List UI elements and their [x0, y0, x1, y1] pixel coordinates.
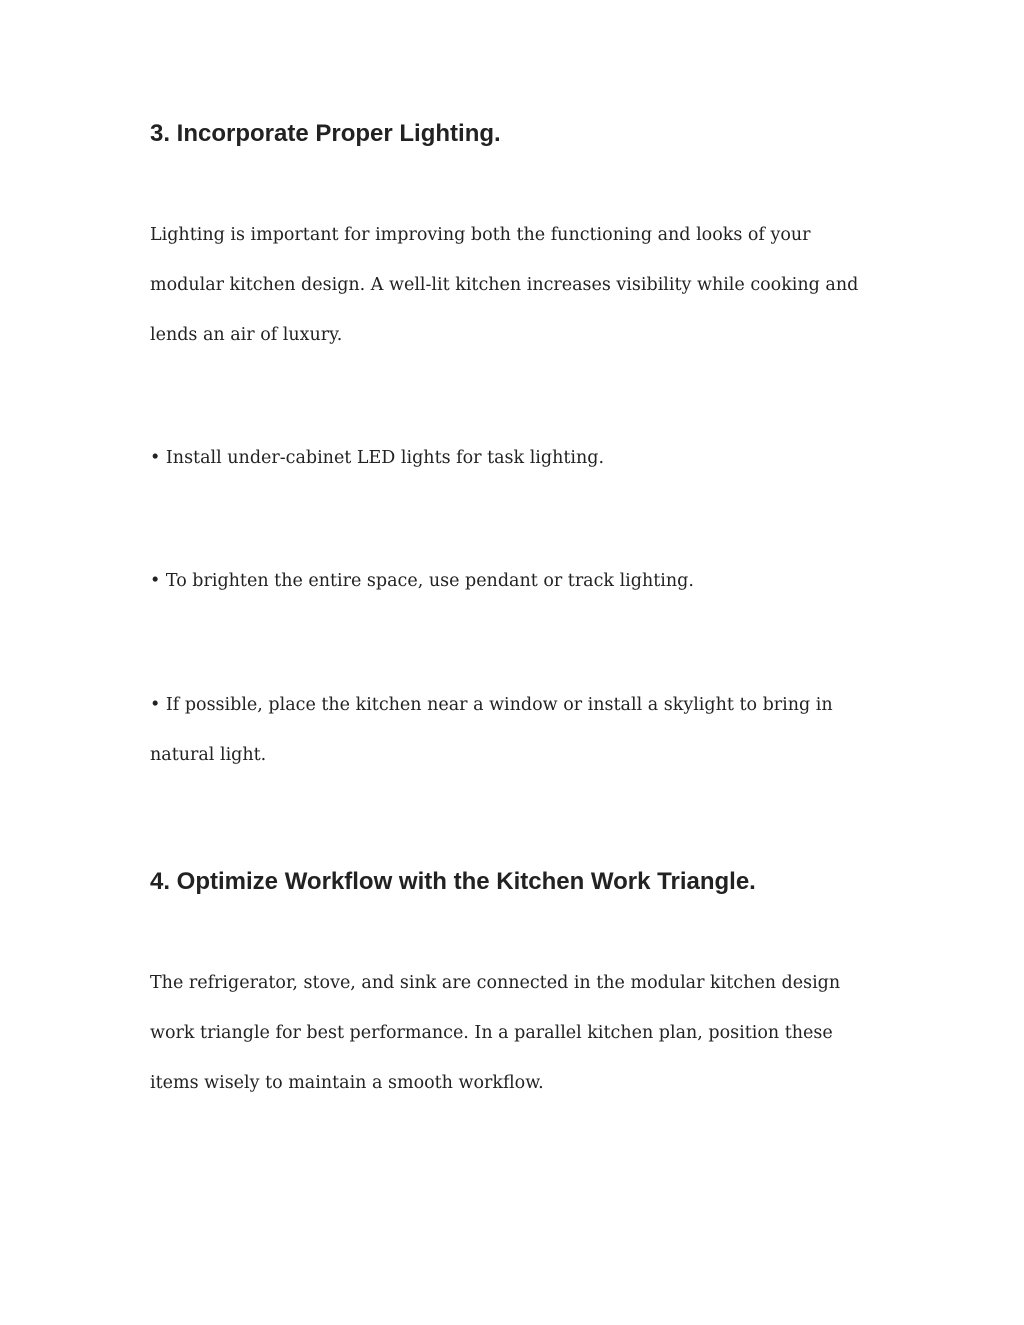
paragraph-line: items wisely to maintain a smooth workflow. — [150, 1073, 544, 1093]
bullet-under-cabinet-led: • Install under-cabinet LED lights for task lighting. — [150, 448, 605, 468]
section-heading-work-triangle: 4. Optimize Workflow with the Kitchen Work Triangle. — [150, 868, 756, 895]
paragraph-line: Lighting is important for improving both the functioning and looks of your — [150, 225, 811, 245]
paragraph-line: work triangle for best performance. In a parallel kitchen plan, position these — [150, 1023, 833, 1043]
bullet-line: • If possible, place the kitchen near a window or install a skylight to bring in — [150, 695, 833, 715]
bullet-line: natural light. — [150, 745, 267, 765]
paragraph-line: modular kitchen design. A well-lit kitchen increases visibility while cooking and — [150, 275, 859, 295]
paragraph-line: The refrigerator, stove, and sink are connected in the modular kitchen design — [150, 973, 841, 993]
paragraph-line: lends an air of luxury. — [150, 325, 343, 345]
bullet-pendant-track-lighting: • To brighten the entire space, use pendant or track lighting. — [150, 571, 694, 591]
section-heading-lighting: 3. Incorporate Proper Lighting. — [150, 120, 501, 147]
